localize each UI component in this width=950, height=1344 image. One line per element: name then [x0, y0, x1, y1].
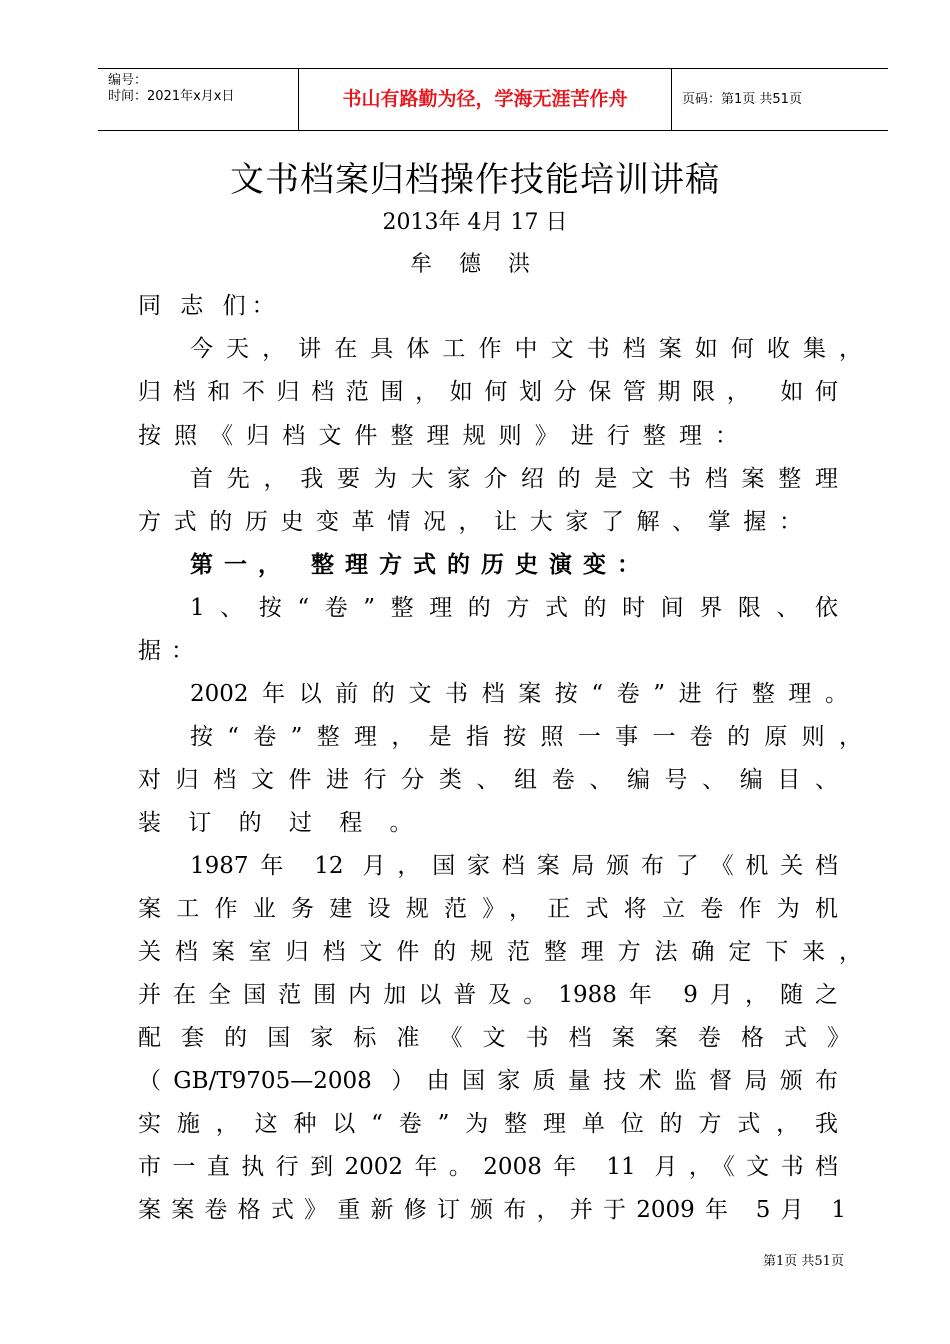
body-line: 装 订 的 过 程 。 — [138, 810, 423, 836]
body-line: 案工作业务建设规范》，正式将立卷作为机 — [138, 896, 838, 922]
document-title: 文书档案归档操作技能培训讲稿 — [230, 160, 720, 200]
document-date: 2013年 4月 17 日 — [382, 210, 568, 235]
body-line: 1、按“卷”整理的方式的时间界限、依 — [190, 595, 838, 621]
section-heading: 第一， 整理方式的历史演变： — [190, 551, 640, 578]
document-author: 牟 德 洪 — [410, 252, 540, 277]
body-line: （GB/T9705—2008 ）由国家质量技术监督局颁布 — [138, 1068, 838, 1094]
body-line: 归档和不归档范围，如何划分保管期限， 如何 — [138, 379, 838, 405]
body-line: 配套的国家标准《文书档案案卷格式》 — [138, 1025, 850, 1051]
body-line: 并在全国范围内加以普及。1988年 9月，随之 — [138, 982, 838, 1008]
body-line: 按照《归档文件整理规则》进行整理： — [138, 423, 738, 449]
body-line: 市一直执行到2002年。2008年 11 月，《文书档 — [138, 1154, 838, 1180]
salutation-line: 同 志 们： — [138, 293, 281, 319]
body-line: 方式的历史变革情况，让大家了解、掌握： — [138, 509, 802, 535]
body-line: 2002年以前的文书档案按“卷”进行整理。 — [190, 681, 848, 707]
number-label: 编号： — [108, 73, 148, 88]
body-line: 1987年 12 月，国家档案局颁布了《机关档 — [190, 853, 838, 879]
body-line: 对归档文件进行分类、组卷、编号、编目、 — [138, 767, 838, 793]
page-header — [98, 68, 888, 131]
body-line: 实施，这种以“卷”为整理单位的方式，我 — [138, 1111, 838, 1137]
header-meta — [98, 69, 299, 130]
time-label: 时间：2021年x月x日 — [108, 89, 235, 104]
body-line: 关档案室归档文件的规范整理方法确定下来， — [138, 939, 862, 965]
header-motto: 书山有路勤为径，学海无涯苦作舟 — [299, 69, 672, 130]
header-page-info: 页码：第1页 共51页 — [682, 92, 802, 107]
body-line: 按“卷”整理，是指按照一事一卷的原则， — [190, 724, 862, 750]
body-line: 案案卷格式》重新修订颁布，并于2009年 5月 1 — [138, 1197, 847, 1223]
footer-page-info: 第1页 共51页 — [763, 1254, 844, 1269]
body-line: 今天，讲在具体工作中文书档案如何收集， — [190, 336, 862, 362]
body-line: 据： — [138, 638, 204, 664]
body-line: 首先，我要为大家介绍的是文书档案整理 — [190, 466, 838, 492]
